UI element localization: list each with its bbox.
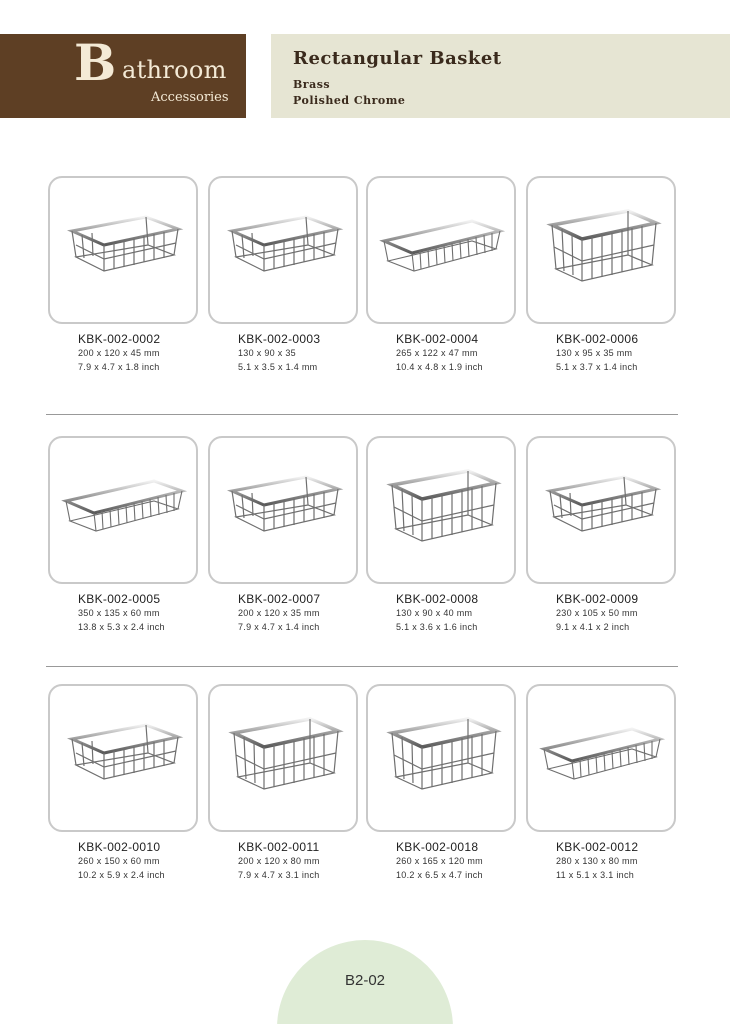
product-code: KBK-002-0009 — [556, 592, 639, 606]
product-size-inch: 11 x 5.1 x 3.1 inch — [556, 870, 635, 880]
product-size-inch: 10.4 x 4.8 x 1.9 inch — [396, 362, 483, 372]
product-size-inch: 7.9 x 4.7 x 3.1 inch — [238, 870, 320, 880]
header-title-box — [271, 34, 730, 118]
product-code: KBK-002-0007 — [238, 592, 321, 606]
product-code: KBK-002-0011 — [238, 840, 320, 854]
product-row-1 — [0, 176, 730, 396]
wire-basket-icon — [58, 455, 188, 565]
product-code: KBK-002-0018 — [396, 840, 479, 854]
wire-basket-icon — [536, 195, 666, 305]
product-code: KBK-002-0005 — [78, 592, 161, 606]
wire-basket-icon — [218, 455, 348, 565]
wire-basket-icon — [376, 703, 506, 813]
product-code: KBK-002-0006 — [556, 332, 639, 346]
product-size-mm: 230 x 105 x 50 mm — [556, 608, 638, 618]
product-image-frame — [526, 436, 676, 584]
product-size-mm: 350 x 135 x 60 mm — [78, 608, 160, 618]
row-divider — [46, 666, 678, 667]
wire-basket-icon — [58, 195, 188, 305]
product-image-frame — [208, 684, 358, 832]
product-size-mm: 130 x 90 x 35 — [238, 348, 296, 358]
product-image-frame — [366, 436, 516, 584]
product-size-mm: 130 x 90 x 40 mm — [396, 608, 473, 618]
product-size-inch: 5.1 x 3.5 x 1.4 mm — [238, 362, 318, 372]
product-code: KBK-002-0004 — [396, 332, 479, 346]
product-size-inch: 7.9 x 4.7 x 1.4 inch — [238, 622, 320, 632]
material-chrome: Polished Chrome — [293, 94, 406, 107]
product-size-inch: 5.1 x 3.6 x 1.6 inch — [396, 622, 478, 632]
product-size-mm: 265 x 122 x 47 mm — [396, 348, 478, 358]
product-image-frame — [208, 176, 358, 324]
product-size-mm: 200 x 120 x 80 mm — [238, 856, 320, 866]
product-image-frame — [48, 684, 198, 832]
product-image-frame — [48, 176, 198, 324]
product-code: KBK-002-0003 — [238, 332, 321, 346]
product-image-frame — [48, 436, 198, 584]
product-size-mm: 260 x 165 x 120 mm — [396, 856, 483, 866]
wire-basket-icon — [218, 703, 348, 813]
product-size-mm: 280 x 130 x 80 mm — [556, 856, 638, 866]
product-size-inch: 7.9 x 4.7 x 1.8 inch — [78, 362, 160, 372]
brand-initial: B — [74, 33, 117, 92]
page-title: Rectangular Basket — [293, 48, 502, 69]
page-number: B2-02 — [344, 972, 386, 989]
product-row-2 — [0, 436, 730, 656]
wire-basket-icon — [536, 703, 666, 813]
brand-word: athroom — [122, 56, 227, 84]
wire-basket-icon — [58, 703, 188, 813]
wire-basket-icon — [376, 195, 506, 305]
product-code: KBK-002-0002 — [78, 332, 161, 346]
product-size-mm: 260 x 150 x 60 mm — [78, 856, 160, 866]
product-code: KBK-002-0010 — [78, 840, 161, 854]
product-size-mm: 200 x 120 x 45 mm — [78, 348, 160, 358]
product-row-3 — [0, 684, 730, 904]
product-size-mm: 130 x 95 x 35 mm — [556, 348, 633, 358]
product-size-inch: 10.2 x 5.9 x 2.4 inch — [78, 870, 165, 880]
product-image-frame — [526, 684, 676, 832]
product-image-frame — [366, 176, 516, 324]
product-code: KBK-002-0008 — [396, 592, 479, 606]
product-size-mm: 200 x 120 x 35 mm — [238, 608, 320, 618]
row-divider — [46, 414, 678, 415]
brand-logo — [0, 34, 246, 118]
brand-subtitle: Accessories — [151, 90, 229, 105]
product-size-inch: 10.2 x 6.5 x 4.7 inch — [396, 870, 483, 880]
product-size-inch: 13.8 x 5.3 x 2.4 inch — [78, 622, 165, 632]
wire-basket-icon — [376, 455, 506, 565]
product-image-frame — [208, 436, 358, 584]
product-image-frame — [366, 684, 516, 832]
product-image-frame — [526, 176, 676, 324]
product-size-inch: 5.1 x 3.7 x 1.4 inch — [556, 362, 638, 372]
product-code: KBK-002-0012 — [556, 840, 639, 854]
wire-basket-icon — [218, 195, 348, 305]
wire-basket-icon — [536, 455, 666, 565]
product-size-inch: 9.1 x 4.1 x 2 inch — [556, 622, 630, 632]
material-brass: Brass — [293, 78, 331, 91]
